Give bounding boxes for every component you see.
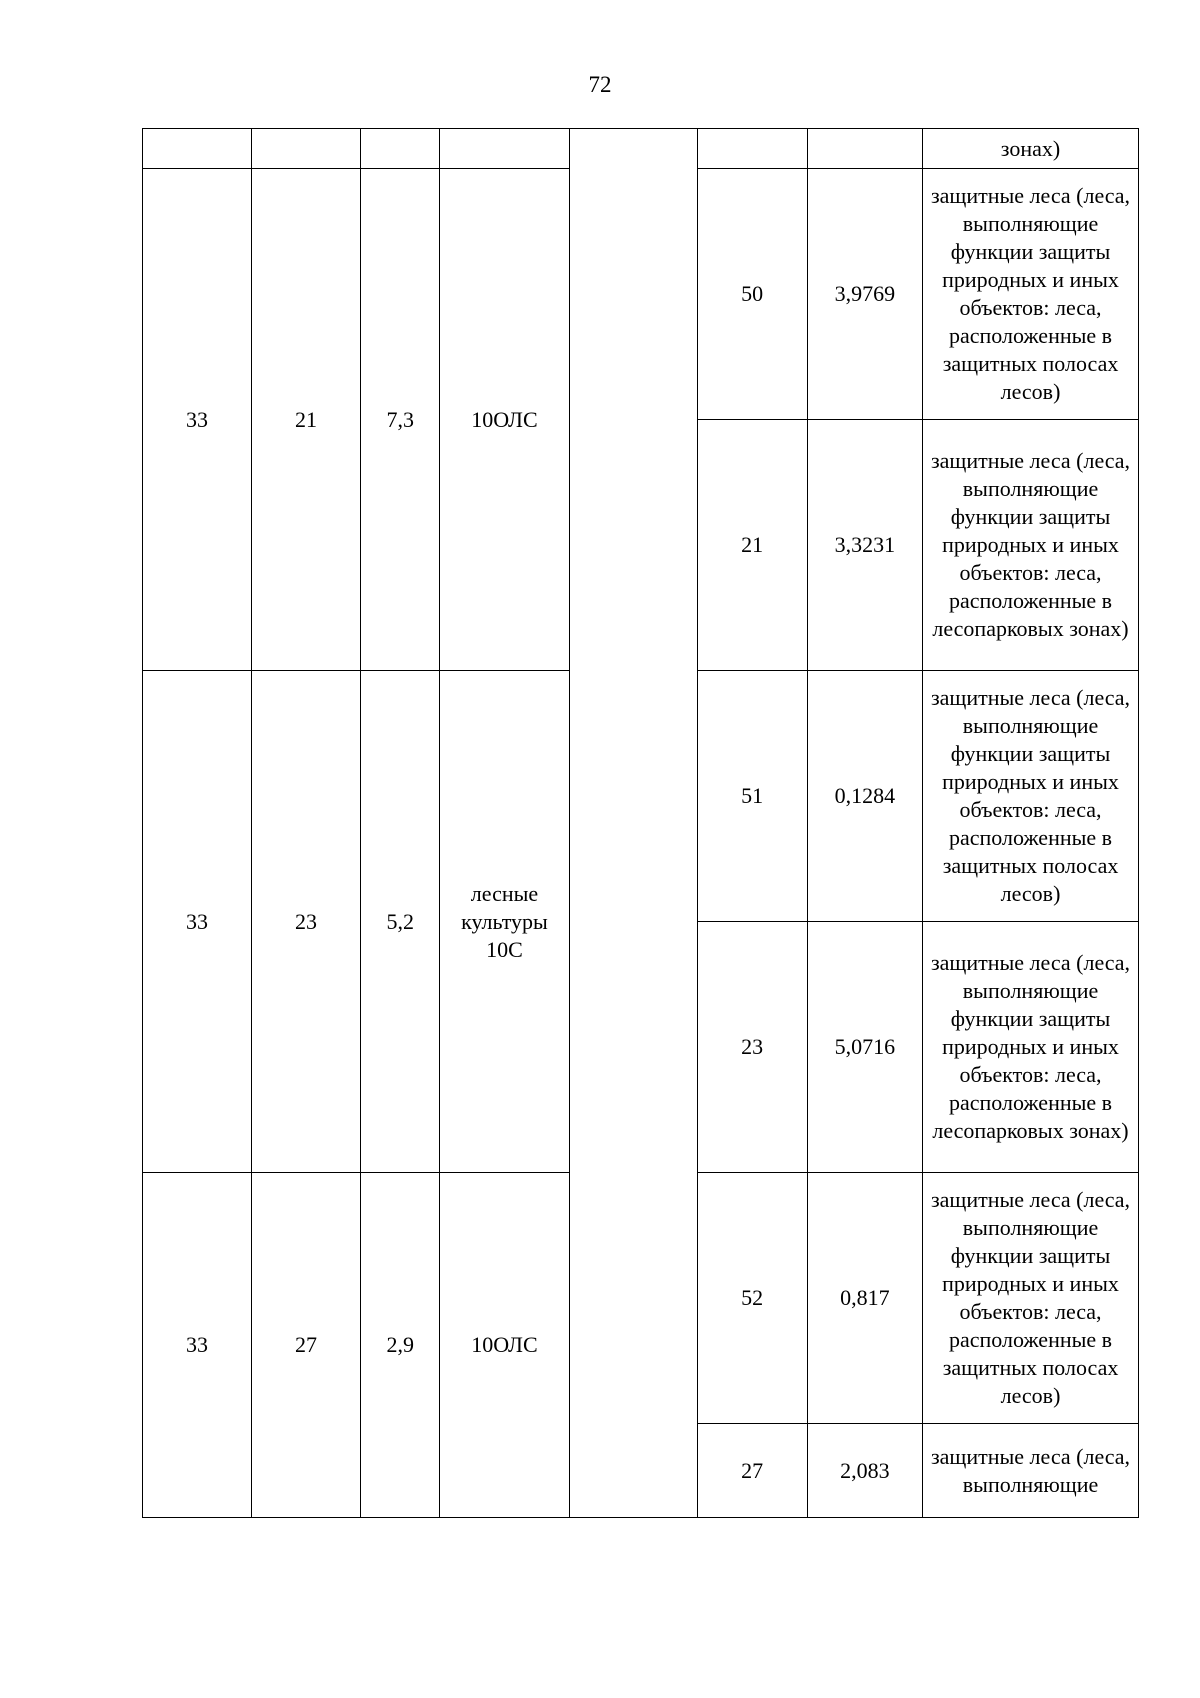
table-cell-area: 0,817: [807, 1173, 922, 1424]
table-cell: [143, 129, 252, 169]
table-cell-col3: 2,9: [361, 1173, 440, 1518]
table-row: [143, 129, 1139, 169]
table-cell-desc: защитные леса (леса, выполняющие функции защиты природных и иных объектов: леса, расположенные в защитных полосах лесов): [923, 169, 1139, 420]
table-cell-num: 21: [697, 420, 807, 671]
table-cell-desc: защитные леса (леса, выполняющие функции защиты природных и иных объектов: леса, расположенные в защитных полосах лесов): [923, 671, 1139, 922]
table-cell-desc: защитные леса (леса, выполняющие функции защиты природных и иных объектов: леса, расположенные в лесопарковых зонах): [923, 922, 1139, 1173]
table-cell-desc: защитные леса (леса, выполняющие: [923, 1424, 1139, 1518]
table-cell-col4: лесные культуры 10С: [440, 671, 569, 1173]
table-cell-col3: 7,3: [361, 169, 440, 671]
table-cell-col2: 27: [252, 1173, 361, 1518]
table-cell: [697, 129, 807, 169]
table-cell-col1: 33: [143, 671, 252, 1173]
table-cell: [807, 129, 922, 169]
table-cell-num: 52: [697, 1173, 807, 1424]
table-cell-area: 2,083: [807, 1424, 922, 1518]
table-cell-col4: 10ОЛС: [440, 1173, 569, 1518]
table-cell-area: 3,9769: [807, 169, 922, 420]
table-cell-num: 50: [697, 169, 807, 420]
table-cell-col3: 5,2: [361, 671, 440, 1173]
table-cell-desc: защитные леса (леса, выполняющие функции защиты природных и иных объектов: леса, расположенные в лесопарковых зонах): [923, 420, 1139, 671]
table-cell-desc: зонах): [923, 129, 1139, 169]
table-cell-area: 5,0716: [807, 922, 922, 1173]
table-cell-area: 0,1284: [807, 671, 922, 922]
table-cell: [252, 129, 361, 169]
table-cell-num: 51: [697, 671, 807, 922]
table-cell-num: 23: [697, 922, 807, 1173]
page-number: 72: [588, 72, 612, 97]
table-cell-desc: защитные леса (леса, выполняющие функции защиты природных и иных объектов: леса, расположенные в защитных полосах лесов): [923, 1173, 1139, 1424]
table-cell-col1: 33: [143, 1173, 252, 1518]
table-gap-column: [569, 129, 697, 1518]
table-cell-col2: 23: [252, 671, 361, 1173]
table-cell: [361, 129, 440, 169]
table-cell-area: 3,3231: [807, 420, 922, 671]
table-cell: [440, 129, 569, 169]
table-cell-col1: 33: [143, 169, 252, 671]
forest-plots-table: [142, 128, 1139, 1518]
table-cell-col4: 10ОЛС: [440, 169, 569, 671]
table-cell-num: 27: [697, 1424, 807, 1518]
table-cell-col2: 21: [252, 169, 361, 671]
